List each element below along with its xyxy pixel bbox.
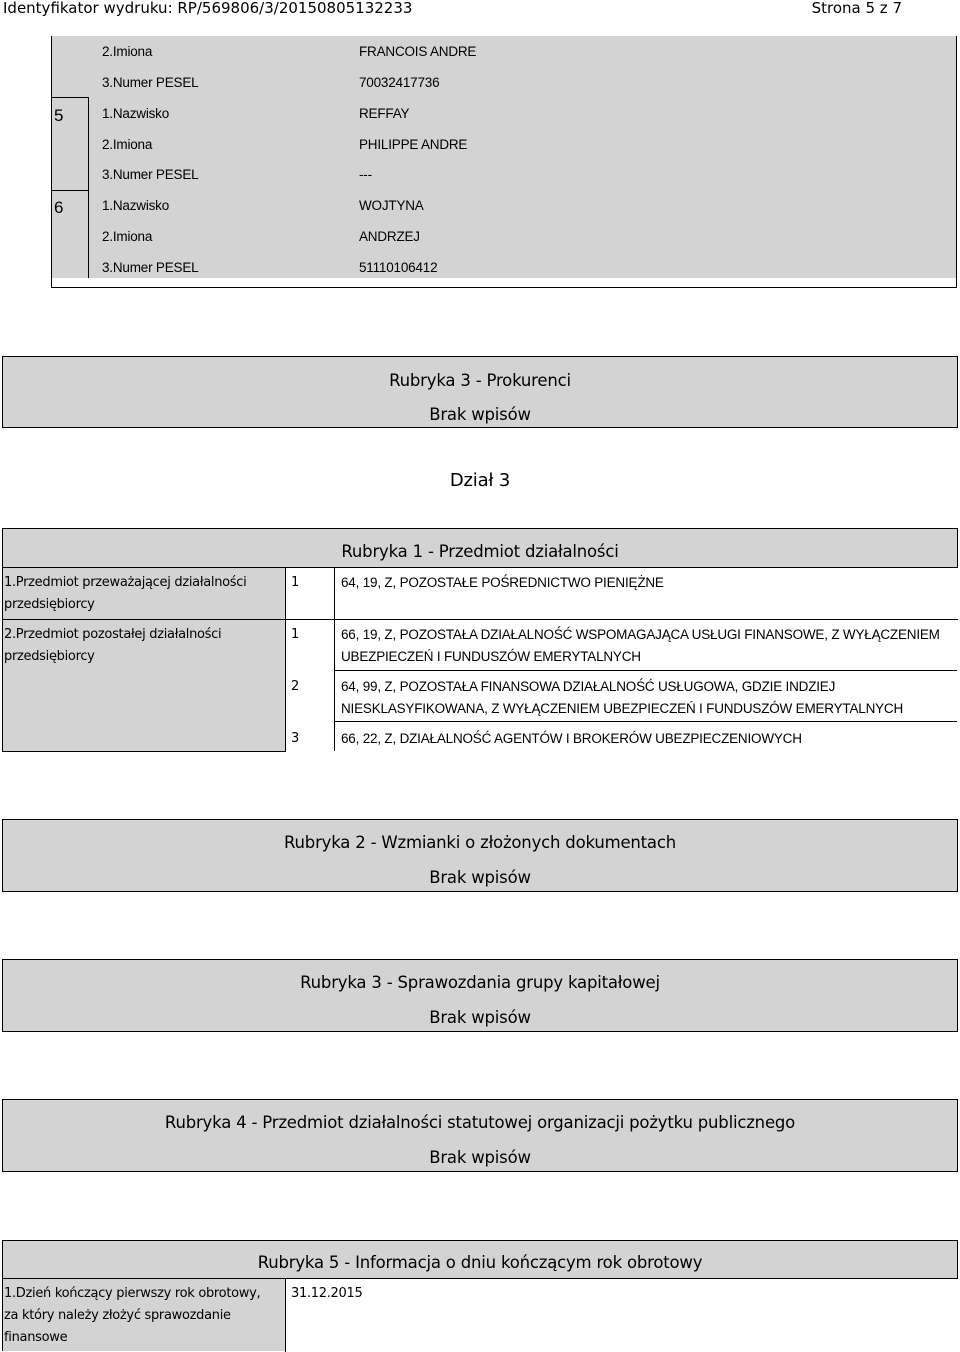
empty-note: Brak wpisów	[429, 1148, 531, 1167]
pesel-label: 3.Numer PESEL	[102, 167, 199, 182]
surname-label: 1.Nazwisko	[102, 198, 170, 213]
activity-number: 1	[291, 627, 299, 642]
pesel-label: 3.Numer PESEL	[102, 260, 199, 275]
persons-table-bg	[51, 36, 957, 278]
activity-text: 66, 19, Z, POZOSTAŁA DZIAŁALNOŚĆ WSPOMAGAJĄCA USŁUGI FINANSOWE, Z WYŁĄCZENIEM	[341, 627, 940, 642]
surname-value: REFFAY	[359, 106, 410, 121]
activity-text: 64, 19, Z, POZOSTAŁE POŚREDNICTWO PIENIĘŻNE	[341, 575, 664, 590]
names-label: 2.Imiona	[102, 137, 153, 152]
section-title: Rubryka 5 - Informacja o dniu kończącym rok obrotowy	[257, 1253, 703, 1272]
pesel-value: 70032417736	[359, 75, 440, 90]
fiscal-year-label-cont: za który należy złożyć sprawozdanie	[4, 1308, 231, 1323]
division-title: Dział 3	[449, 470, 511, 491]
section-title: Rubryka 3 - Sprawozdania grupy kapitałowej	[300, 973, 660, 992]
activity-text: 66, 22, Z, DZIAŁALNOŚĆ AGENTÓW I BROKERÓW UBEZPIECZENIOWYCH	[341, 731, 802, 746]
person-number: 6	[54, 198, 64, 217]
print-identifier: Identyfikator wydruku: RP/569806/3/20150805132233	[3, 0, 413, 17]
pesel-value: 51110106412	[359, 260, 438, 275]
section-title: Rubryka 3 - Prokurenci	[389, 371, 571, 390]
section-title: Rubryka 4 - Przedmiot działalności statutowej organizacji pożytku publicznego	[164, 1113, 796, 1132]
activity-number: 1	[291, 575, 299, 590]
activity-text: 64, 99, Z, POZOSTAŁA FINANSOWA DZIAŁALNOŚĆ USŁUGOWA, GDZIE INDZIEJ	[341, 679, 836, 694]
names-label: 2.Imiona	[102, 44, 153, 59]
pesel-value: ---	[359, 167, 372, 182]
empty-note: Brak wpisów	[429, 1008, 531, 1027]
main-activity-label-cont: przedsiębiorcy	[4, 597, 95, 612]
names-label: 2.Imiona	[102, 229, 153, 244]
fiscal-year-label-cont: finansowe	[4, 1330, 68, 1345]
activity-number: 3	[291, 731, 299, 746]
page-number: Strona 5 z 7	[811, 0, 902, 17]
main-activity-label: 1.Przedmiot przeważającej działalności	[4, 575, 247, 590]
activity-text-cont: NIESKLASYFIKOWANA, Z WYŁĄCZENIEM UBEZPIECZEŃ I FUNDUSZÓW EMERYTALNYCH	[341, 701, 904, 716]
names-value: PHILIPPE ANDRE	[359, 137, 468, 152]
names-value: FRANCOIS ANDRE	[359, 44, 477, 59]
section-title: Rubryka 1 - Przedmiot działalności	[341, 542, 619, 561]
pesel-label: 3.Numer PESEL	[102, 75, 199, 90]
surname-label: 1.Nazwisko	[102, 106, 170, 121]
activity-number: 2	[291, 679, 299, 694]
other-activity-label-cont: przedsiębiorcy	[4, 649, 95, 664]
fiscal-year-label: 1.Dzień kończący pierwszy rok obrotowy,	[4, 1286, 261, 1301]
fiscal-year-value: 31.12.2015	[291, 1286, 363, 1301]
section-title: Rubryka 2 - Wzmianki o złożonych dokumentach	[284, 833, 676, 852]
other-activity-label: 2.Przedmiot pozostałej działalności	[4, 627, 222, 642]
surname-value: WOJTYNA	[359, 198, 424, 213]
empty-note: Brak wpisów	[429, 405, 531, 424]
names-value: ANDRZEJ	[359, 229, 420, 244]
person-number: 5	[54, 106, 64, 125]
empty-note: Brak wpisów	[429, 868, 531, 887]
activity-text-cont: UBEZPIECZEŃ I FUNDUSZÓW EMERYTALNYCH	[341, 649, 641, 664]
